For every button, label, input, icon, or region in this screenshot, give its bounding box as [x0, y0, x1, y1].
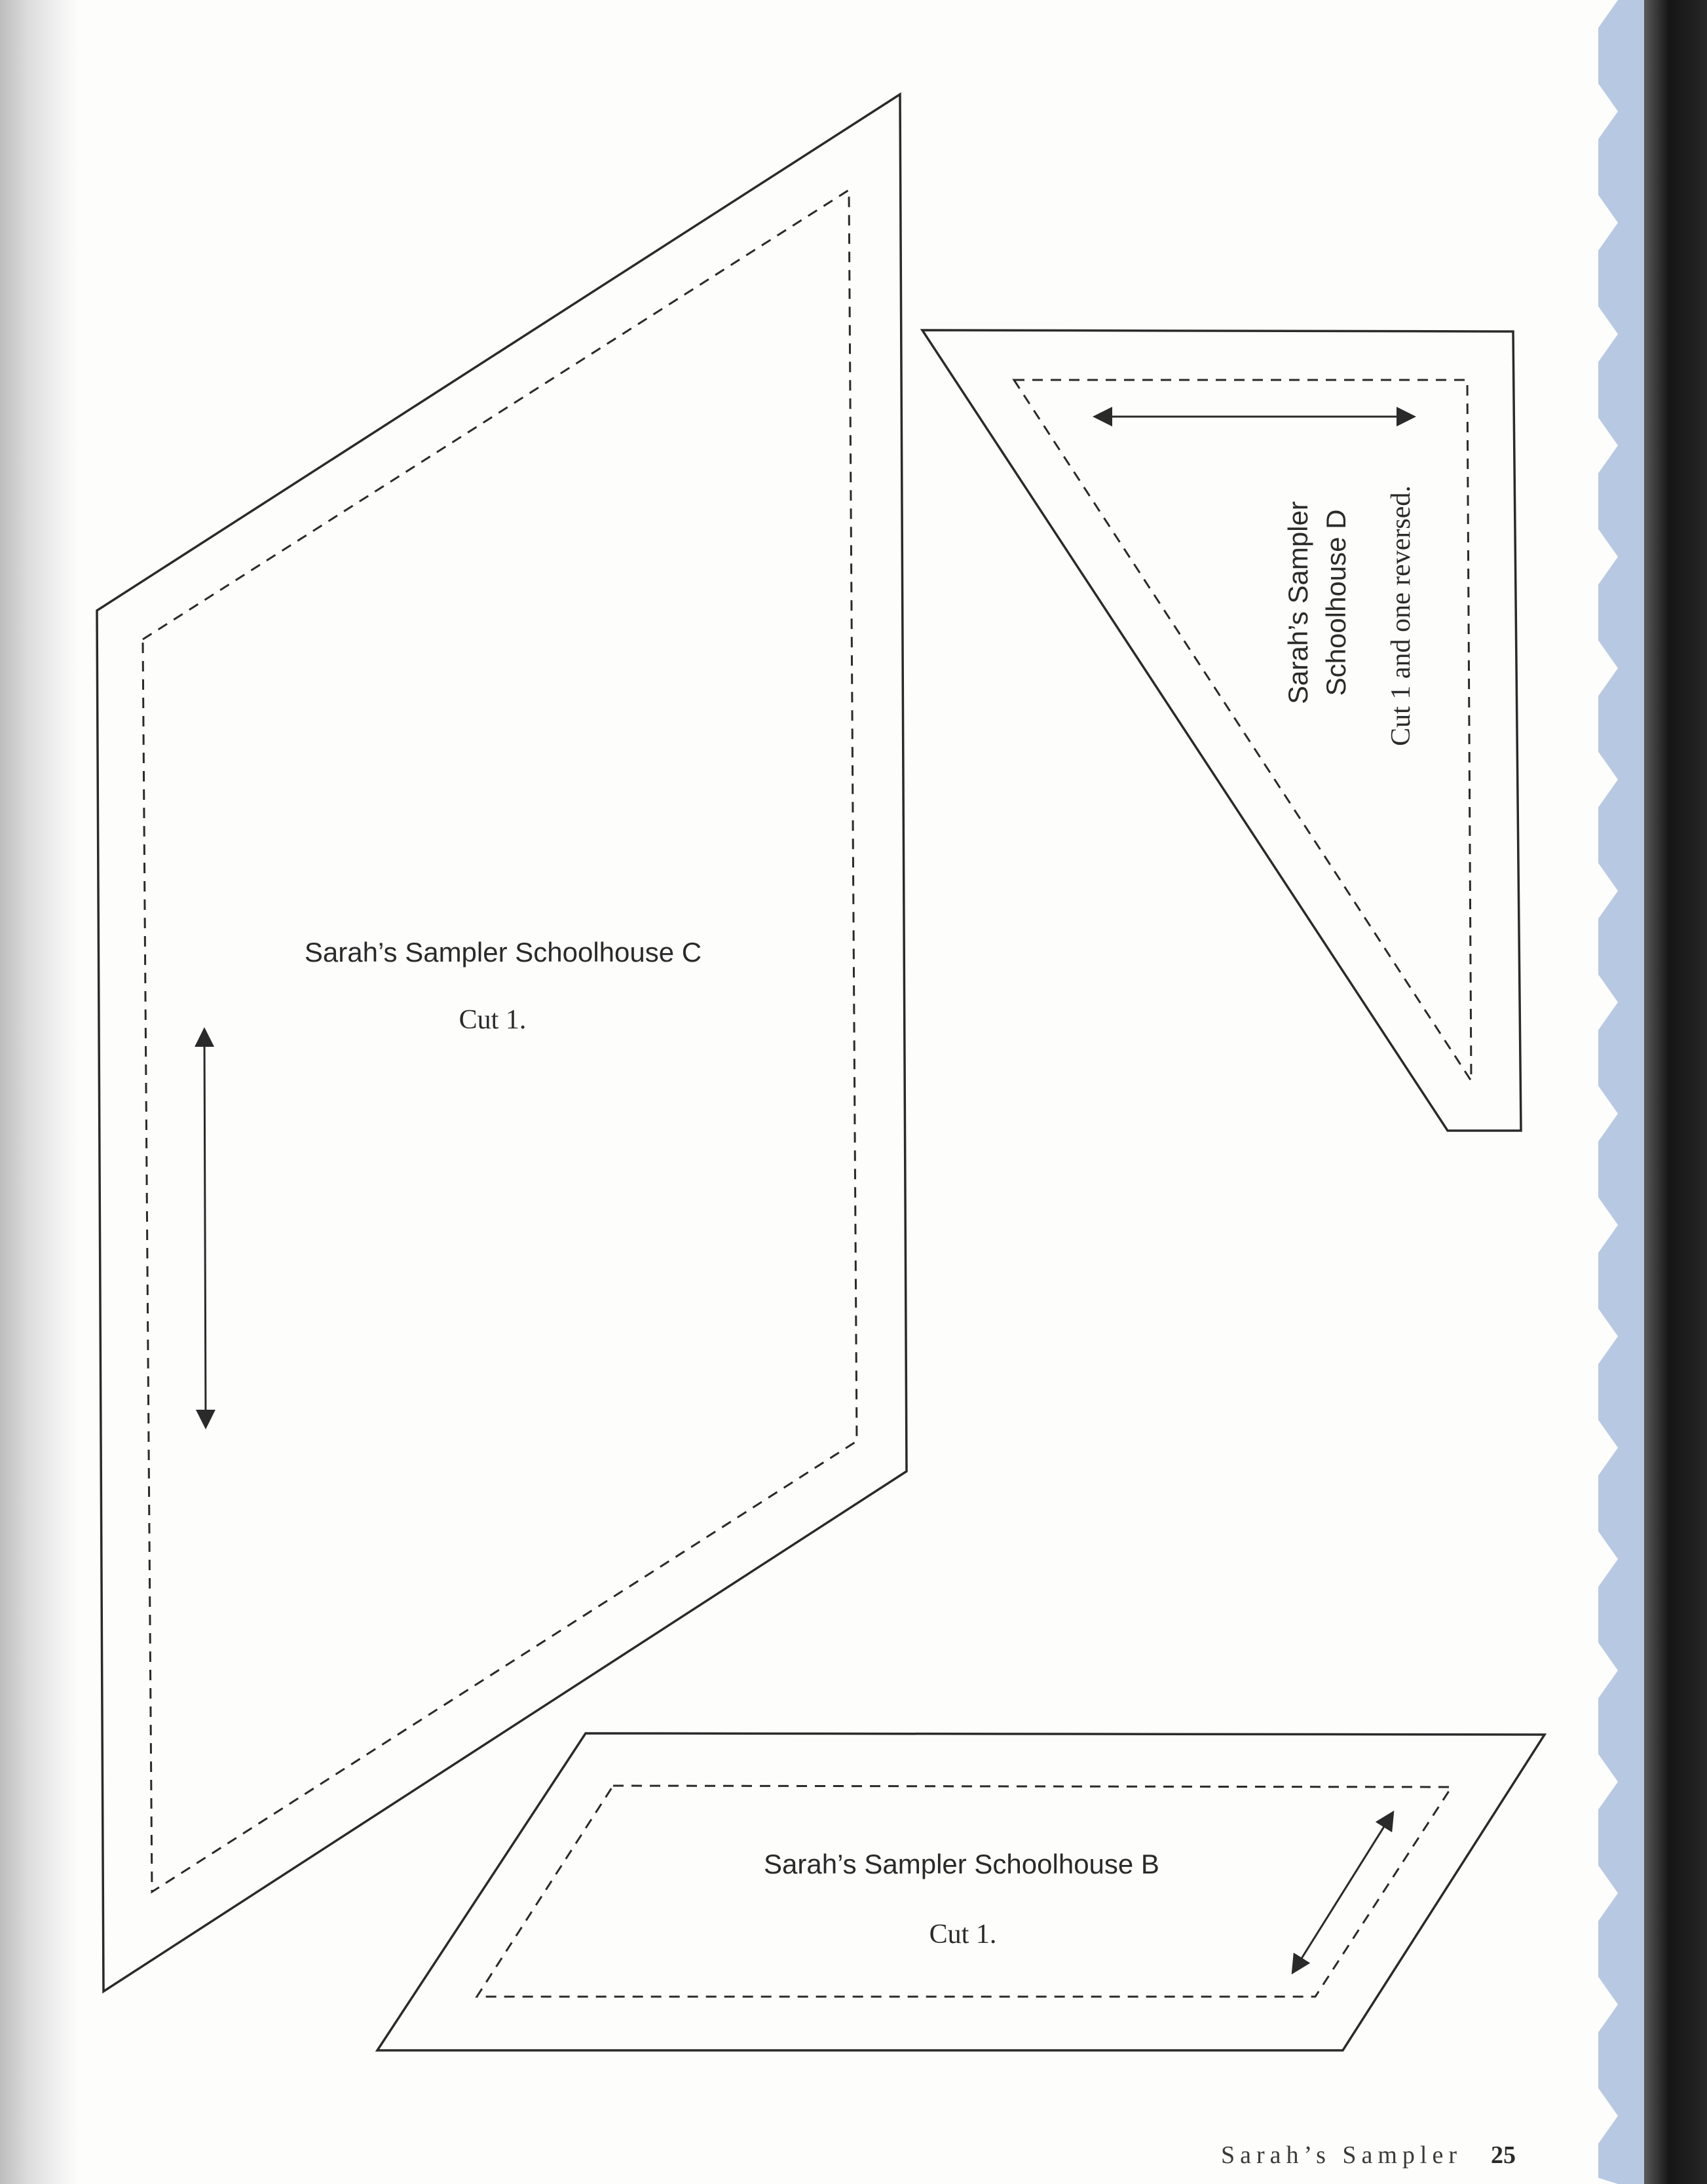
page-number: 25: [1491, 2141, 1516, 2169]
template-b-cut-line: [377, 1733, 1545, 2050]
template-d-name-line1: Sarah’s Sampler: [1283, 501, 1313, 704]
page-edge-zigzag: [1507, 0, 1707, 2184]
template-d: [922, 330, 1521, 1131]
footer-book-title: Sarah’s Sampler: [1220, 2141, 1462, 2169]
template-c-seam-line: [143, 190, 857, 1892]
template-c-cut-line: [97, 94, 907, 1991]
template-d-name-line2: Schoolhouse D: [1321, 509, 1351, 696]
template-b-grain-arrow: [1296, 1817, 1390, 1968]
template-c-instruction: Cut 1.: [459, 1005, 527, 1035]
template-c-grain-arrow: [204, 1035, 206, 1421]
template-b-seam-line: [477, 1786, 1452, 1997]
page-footer: [1221, 2141, 1516, 2170]
template-d-cut-line: [922, 330, 1521, 1131]
template-b-instruction: Cut 1.: [929, 1919, 997, 1949]
book-spine: [1644, 0, 1707, 2184]
template-c-name: Sarah’s Sampler Schoolhouse C: [304, 937, 702, 968]
template-c: [97, 94, 907, 1991]
template-b: [377, 1733, 1545, 2050]
template-d-instruction: Cut 1 and one reversed.: [1386, 485, 1416, 746]
template-b-name: Sarah’s Sampler Schoolhouse B: [764, 1849, 1159, 1879]
